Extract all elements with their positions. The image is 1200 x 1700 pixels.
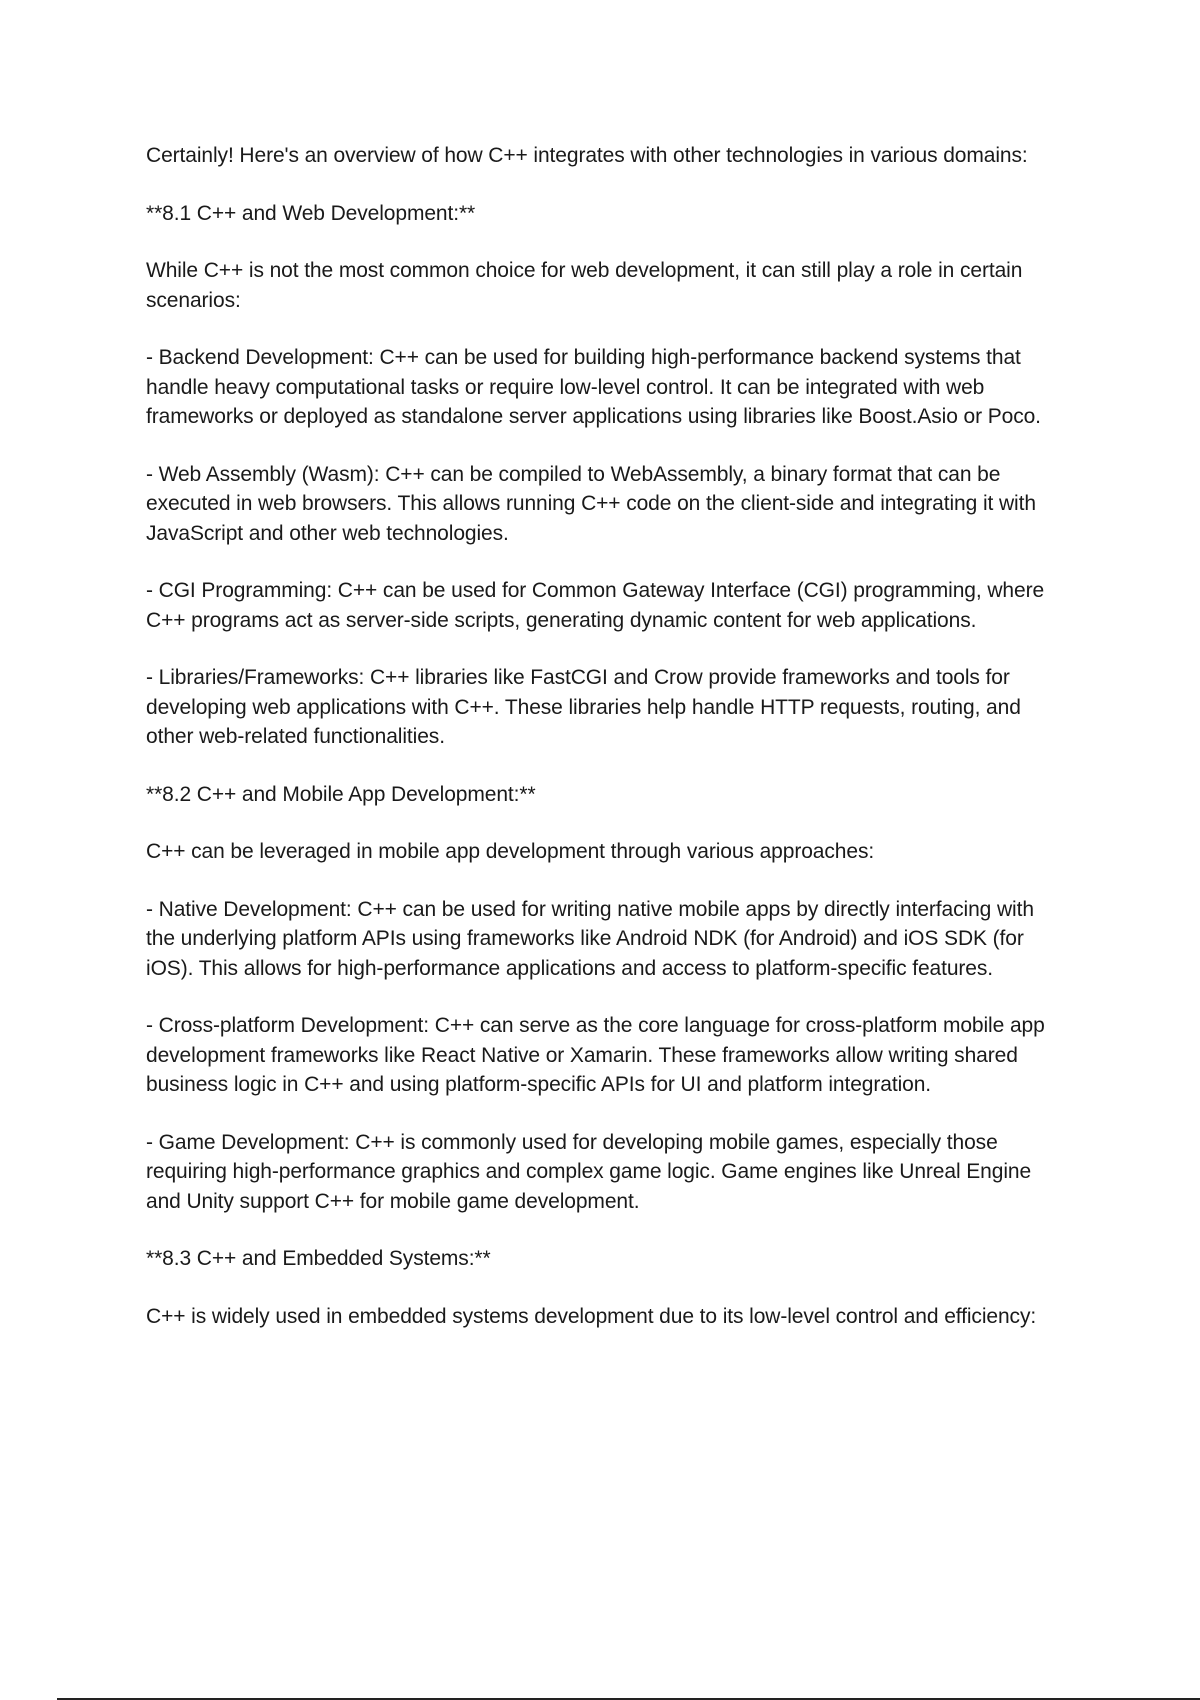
section-heading-embedded-systems: **8.3 C++ and Embedded Systems:** xyxy=(146,1247,491,1270)
backend-development-item: - Backend Development: C++ can be used for building high-performance backend systems that handle heavy computational tasks or require low-level control. It can be integrated with web frameworks or deployed as standalone server applications using libraries like Boost.Asio or Poco. xyxy=(146,346,1041,428)
section-heading-mobile-development: **8.2 C++ and Mobile App Development:** xyxy=(146,782,536,806)
libraries-frameworks-item: - Libraries/Frameworks: C++ libraries like FastCGI and Crow provide frameworks and tools for developing web applications with C++. These libraries help handle HTTP requests, routing, and other web-related functionalities. xyxy=(146,666,1021,748)
web-assembly-item: - Web Assembly (Wasm): C++ can be compiled to WebAssembly, a binary format that can be executed in web browsers. This allows running C++ code on the client-side and integrating it with JavaScript and other web technologies. xyxy=(146,462,1036,545)
document-page xyxy=(146,141,1066,1359)
embedded-intro-paragraph: C++ is widely used in embedded systems development due to its low-level control and efficiency: xyxy=(146,1304,1037,1328)
game-development-item: - Game Development: C++ is commonly used for developing mobile games, especially those requiring high-performance graphics and complex game logic. Game engines like Unreal Engine and Unity support C++ for mobile game development. xyxy=(146,1130,1032,1213)
native-development-item: - Native Development: C++ can be used for writing native mobile apps by directly interfacing with the underlying platform APIs using frameworks like Android NDK (for Android) and iOS SDK (for iOS). This allows for high-performance applications and access to platform-specific features. xyxy=(146,897,1034,980)
cross-platform-development-item: - Cross-platform Development: C++ can serve as the core language for cross-platform mobile app development frameworks like React Native or Xamarin. These frameworks allow writing shared business logic in C++ and using platform-specific APIs for UI and platform integration. xyxy=(146,1014,1045,1096)
section-heading-web-development: **8.1 C++ and Web Development:** xyxy=(146,201,476,225)
web-intro-paragraph: While C++ is not the most common choice for web development, it can still play a role in certain scenarios: xyxy=(146,259,1023,312)
mobile-intro-paragraph: C++ can be leveraged in mobile app development through various approaches: xyxy=(146,840,875,863)
intro-paragraph: Certainly! Here's an overview of how C++ integrates with other technologies in various domains: xyxy=(146,144,1028,167)
cgi-programming-item: - CGI Programming: C++ can be used for Common Gateway Interface (CGI) programming, where C++ programs act as server-side scripts, generating dynamic content for web applications. xyxy=(146,579,1045,632)
